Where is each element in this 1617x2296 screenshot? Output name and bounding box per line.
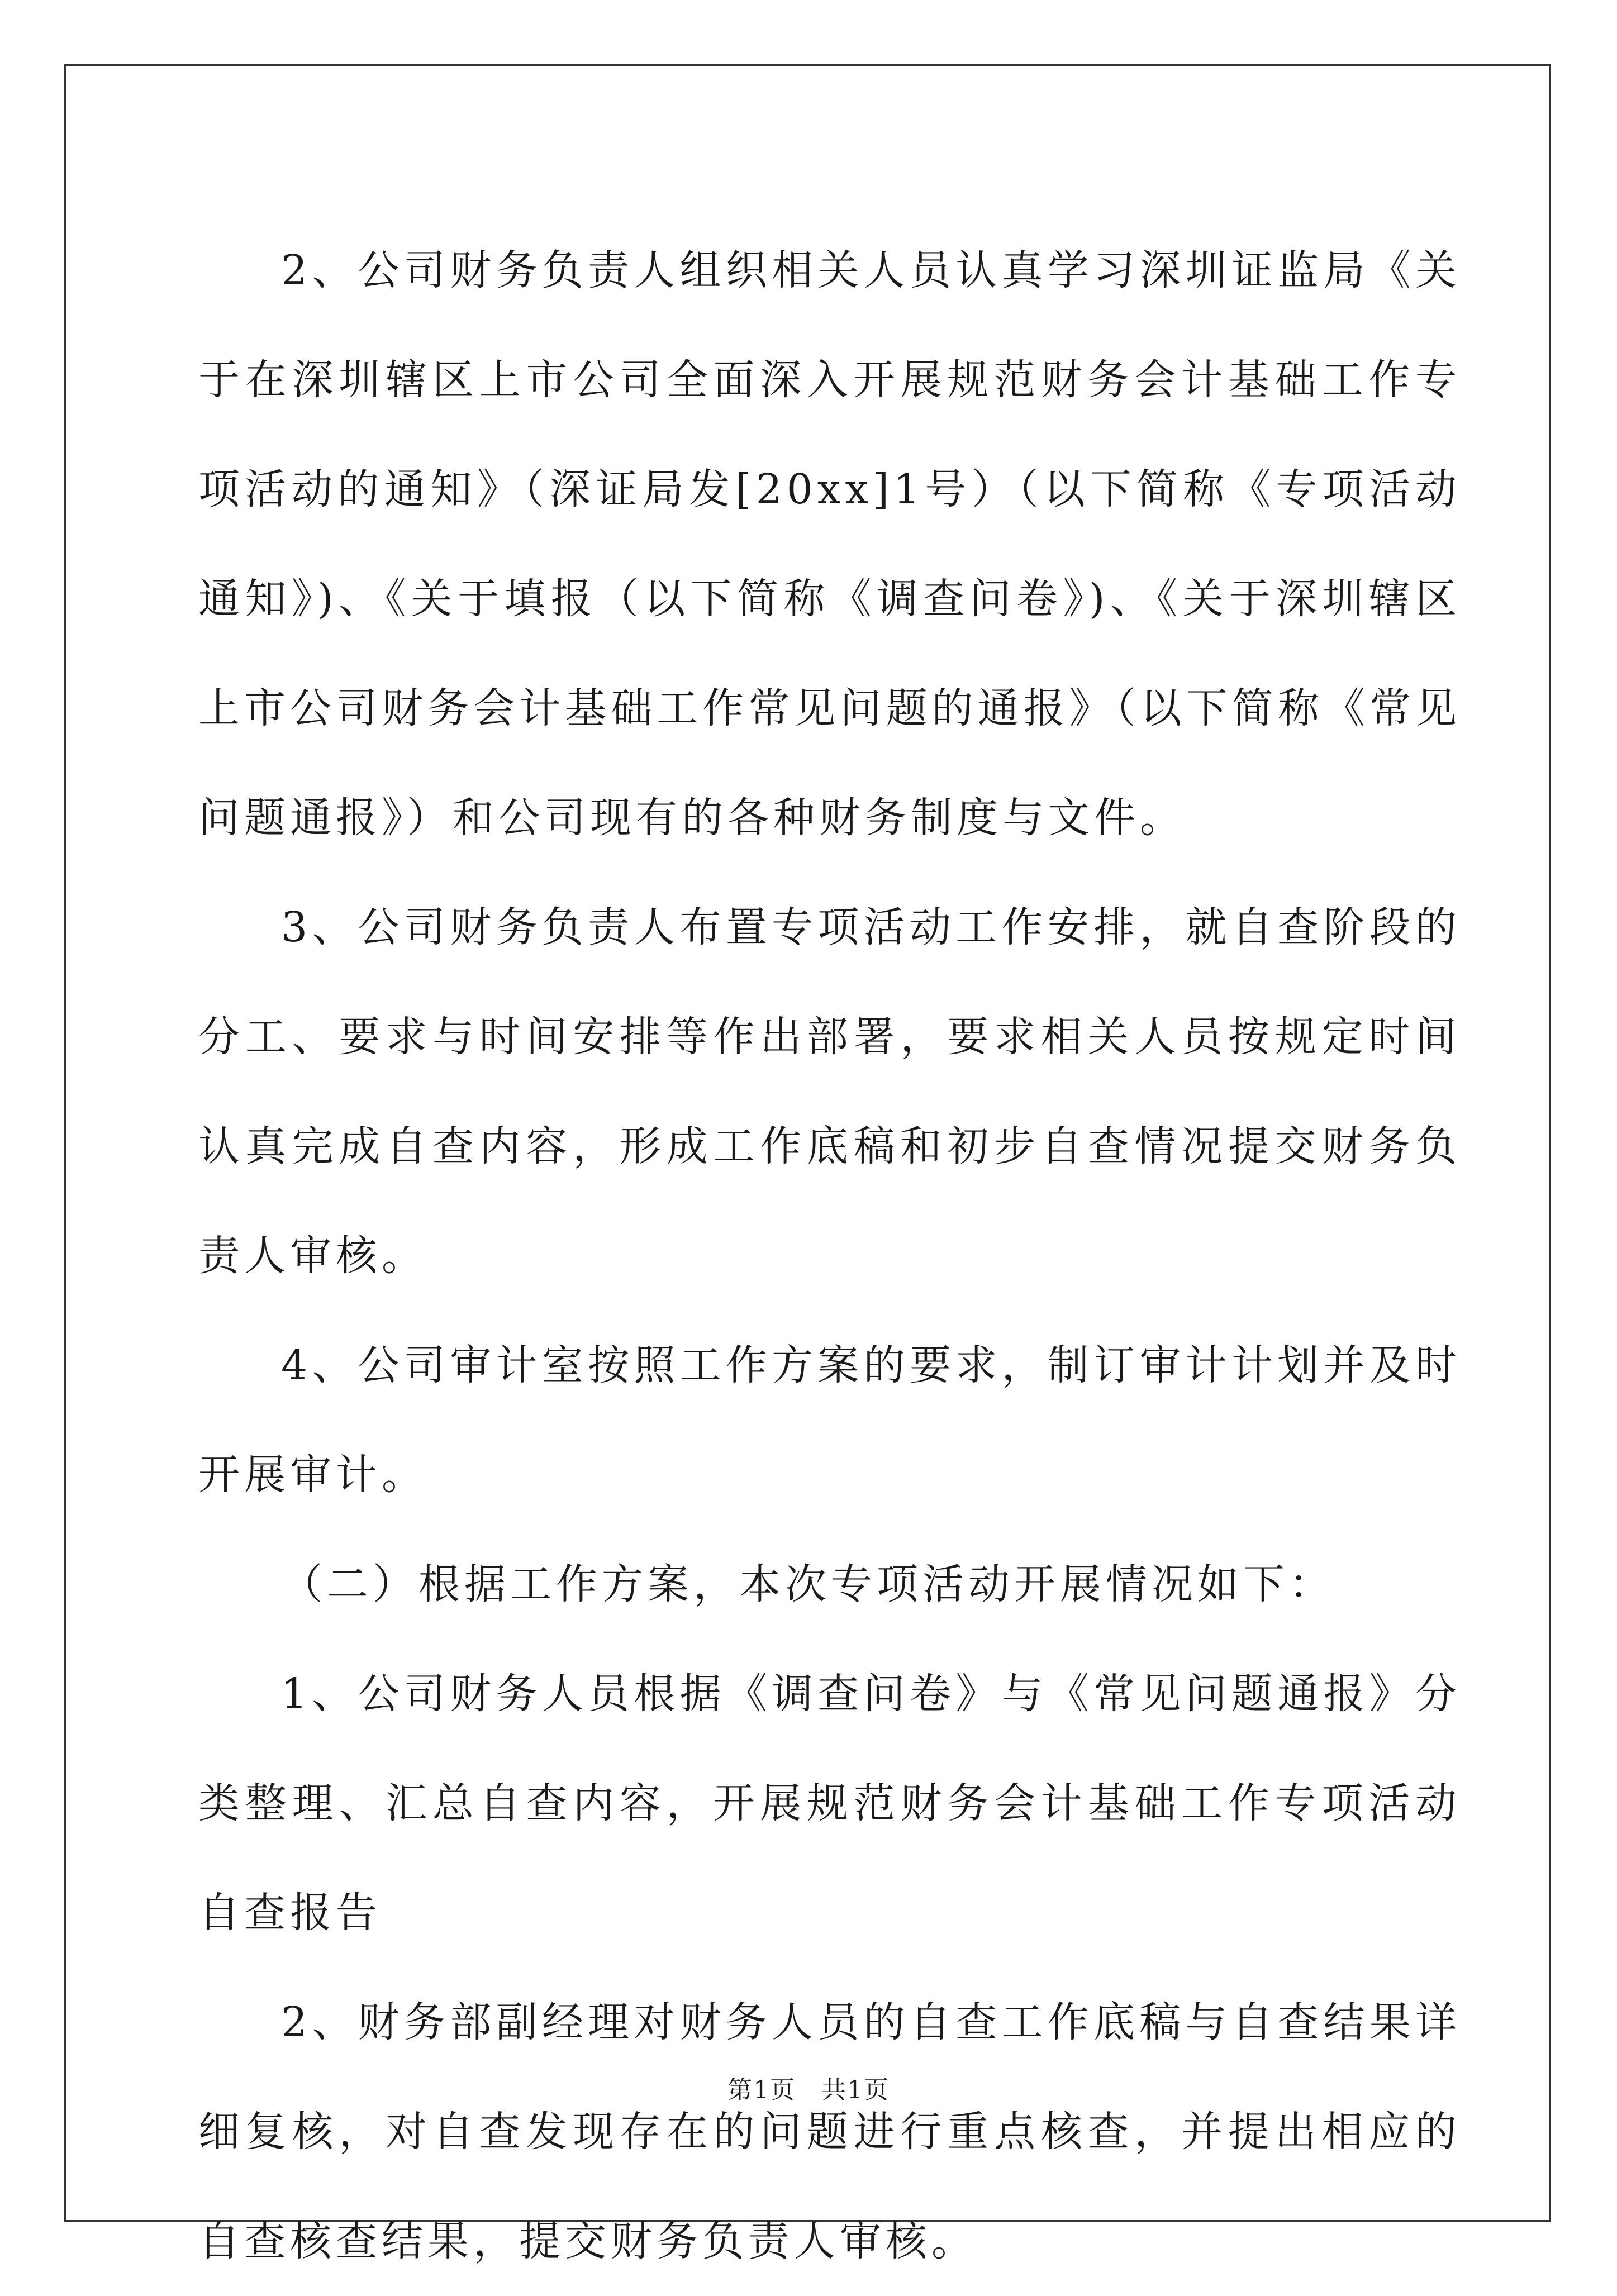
paragraph-study-notice: 2、公司财务负责人组织相关人员认真学习深圳证监局《关于在深圳辖区上市公司全面深入开展规范财务会计基础工作专项活动的通知》（深证局发[20xx]1号）（以下简称《专项活动通知》)、《关于填报（以下简称《调查问卷》)、《关于深圳辖区上市公司财务会计基础工作常见问题的通报》（以下简称《常见问题通报》）和公司现有的各种财务制度与文件。 [198,246,1461,842]
paragraph-self-check-summary: 1、公司财务人员根据《调查问卷》与《常见问题通报》分类整理、汇总自查内容，开展规范财务会计基础工作专项活动自查报告 [198,1670,1461,1937]
paragraph-section-two-heading: （二）根据工作方案，本次专项活动开展情况如下： [281,1560,1335,1608]
paragraph-review-results: 2、财务部副经理对财务人员的自查工作底稿与自查结果详细复核，对自查发现存在的问题进行重点核查，并提出相应的自查核查结果，提交财务负责人审核。 [198,1998,1461,2265]
paragraph-audit-plan: 4、公司审计室按照工作方案的要求，制订审计计划并及时开展审计。 [198,1341,1461,1499]
paragraph-work-arrangement: 3、公司财务负责人布置专项活动工作安排，就自查阶段的分工、要求与时间安排等作出部署，要求相关人员按规定时间认真完成自查内容，形成工作底稿和初步自查情况提交财务负责人审核。 [198,903,1461,1280]
page-number-footer: 第1页 共1页 [727,2076,890,2104]
document-body [198,216,1461,2296]
